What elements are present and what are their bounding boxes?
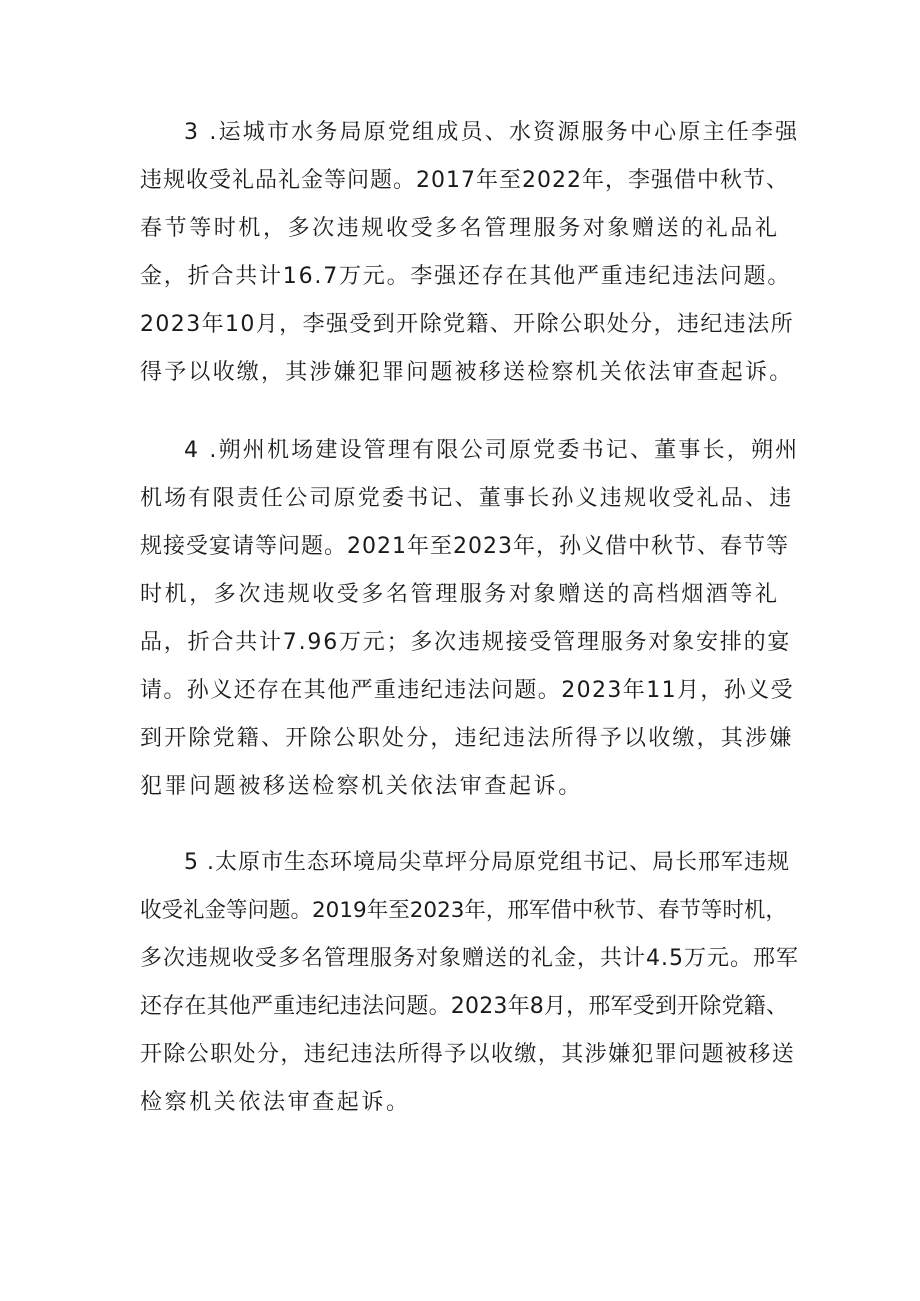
paragraph-line: 请。孙义还存在其他严重违纪违法问题。2023年11月，孙义受 (140, 678, 794, 703)
paragraph-line: 收受礼金等问题。2019年至2023年，邢军借中秋节、春节等时机， (140, 898, 787, 923)
paragraph-line: 还存在其他严重违纪违法问题。2023年8月，邢军受到开除党籍、 (140, 994, 789, 1019)
paragraph-case-3 (140, 109, 800, 397)
paragraph-case-5 (140, 839, 800, 1127)
paragraph-line: 春节等时机，多次违规收受多名管理服务对象赠送的礼品礼 (140, 216, 780, 241)
paragraph-line: 金，折合共计16.7万元。李强还存在其他严重违纪违法问题。 (140, 264, 792, 289)
paragraph-line: 检察机关依法审查起诉。 (140, 1090, 411, 1115)
paragraph-line: 时机，多次违规收受多名管理服务对象赠送的高档烟酒等礼 (140, 582, 780, 607)
paragraph-line: 得予以收缴，其涉嫌犯罪问题被移送检察机关依法审查起诉。 (140, 360, 794, 385)
paragraph-line: 开除公职处分，违纪违法所得予以收缴，其涉嫌犯罪问题被移送 (140, 1042, 796, 1067)
paragraph-line: 违规收受礼品礼金等问题。2017年至2022年，李强借中秋节、 (140, 168, 789, 193)
paragraph-line: 规接受宴请等问题。2021年至2023年，孙义借中秋节、春节等 (140, 534, 789, 559)
paragraph-line: 品，折合共计7.96万元；多次违规接受管理服务对象安排的宴 (140, 630, 792, 655)
paragraph-line: 4 .朔州机场建设管理有限公司原党委书记、董事长，朔州 (184, 438, 800, 463)
paragraph-line: 到开除党籍、开除公职处分，违纪违法所得予以收缴，其涉嫌 (140, 726, 794, 751)
paragraph-line: 多次违规收受多名管理服务对象赠送的礼金，共计4.5万元。邢军 (140, 946, 799, 971)
paragraph-line: 5 .太原市生态环境局尖草坪分局原党组书记、局长邢军违规 (184, 850, 790, 875)
paragraph-case-4 (140, 427, 800, 811)
paragraph-line: 机场有限责任公司原党委书记、董事长孙义违规收受礼品、违 (140, 486, 794, 511)
paragraph-line: 犯罪问题被移送检察机关依法审查起诉。 (140, 774, 583, 799)
paragraph-line: 2023年10月，李强受到开除党籍、开除公职处分，违纪违法所 (140, 312, 794, 337)
paragraph-line: 3 .运城市水务局原党组成员、水资源服务中心原主任李强 (184, 120, 800, 145)
